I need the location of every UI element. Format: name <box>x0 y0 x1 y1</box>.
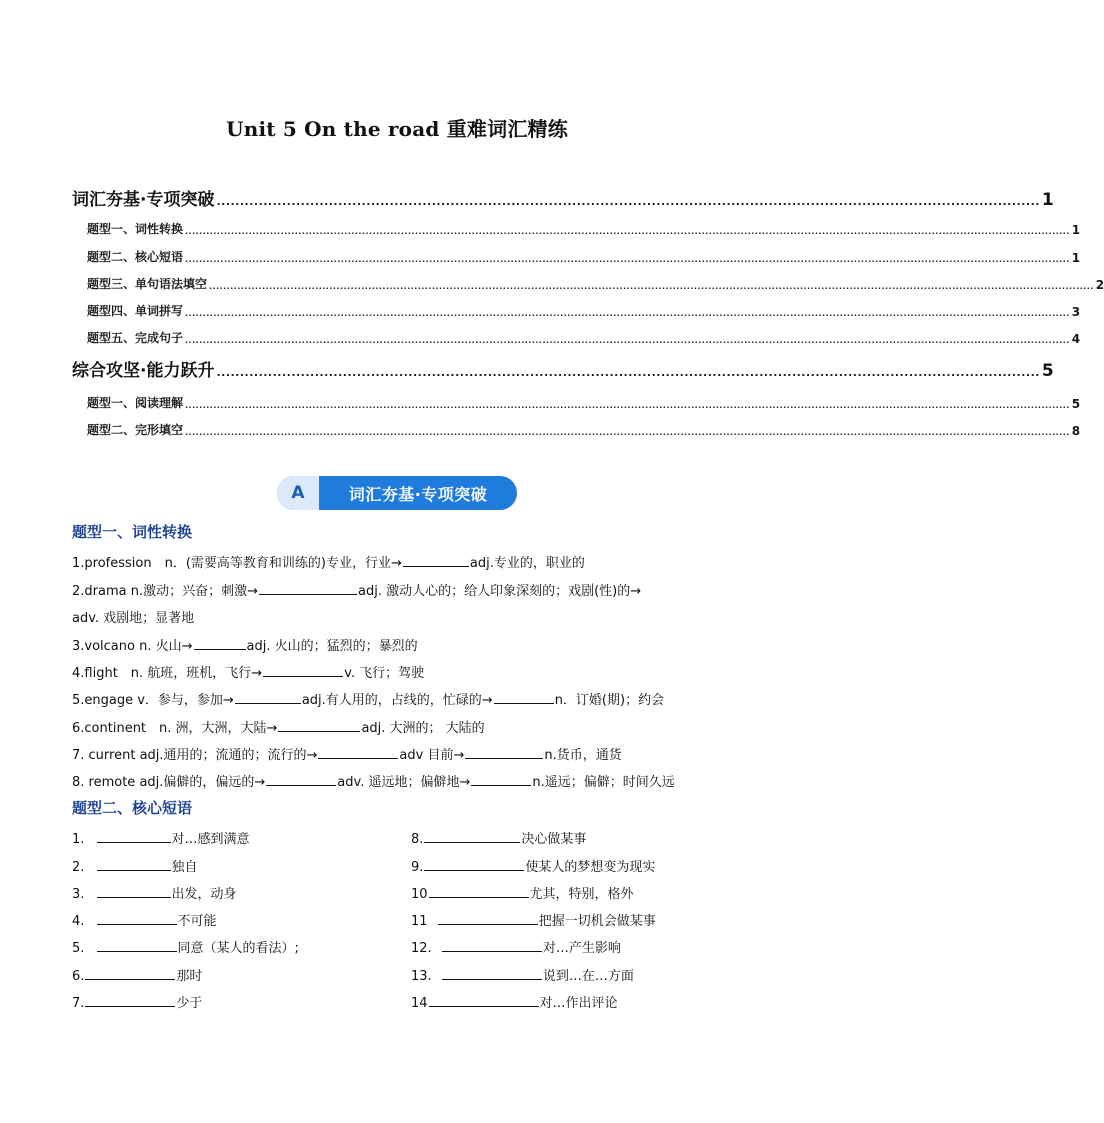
banner-title: 词汇夯基·专项突破 <box>348 484 488 504</box>
line-text: n.遥远；偏僻；时间久远 <box>532 775 675 790</box>
toc-page: 1 <box>1071 251 1081 265</box>
answer-blank[interactable] <box>263 663 343 677</box>
line-text: 4.flight n. 航班，班机，飞行→ <box>72 666 263 681</box>
answer-blank[interactable] <box>471 772 531 786</box>
toc-leader: .......................................................................................................................................................................................................................................................... <box>185 336 1070 345</box>
line-text: adv. 遥远地；偏僻地→ <box>337 775 471 790</box>
section-heading-2: 题型二、核心短语 <box>72 799 193 817</box>
answer-blank[interactable] <box>266 772 336 786</box>
item-number: 9. <box>411 860 424 875</box>
toc-entry-sub[interactable] <box>87 302 1081 319</box>
toc-page: 1 <box>1071 223 1081 237</box>
toc-label: 题型一、阅读理解 <box>87 396 184 410</box>
toc-entry-sub[interactable] <box>87 275 1104 292</box>
toc-leader: .......................................................................................................................................................................................................................................................... <box>185 255 1070 264</box>
item-number: 5. <box>72 941 85 956</box>
toc-page: 1 <box>1041 190 1054 210</box>
toc-entry-sub[interactable] <box>87 394 1081 411</box>
answer-blank[interactable] <box>465 745 543 759</box>
answer-blank[interactable] <box>97 857 171 871</box>
item-number: 11 <box>411 914 428 929</box>
phrase-item <box>411 965 634 984</box>
toc-label: 题型二、完形填空 <box>87 423 184 437</box>
phrase-item <box>411 856 655 875</box>
answer-blank[interactable] <box>318 745 398 759</box>
item-number: 13. <box>411 969 432 984</box>
phrase-item <box>72 828 250 847</box>
phrase-item <box>72 856 198 875</box>
section-banner <box>277 476 517 510</box>
item-number: 12. <box>411 941 432 956</box>
phrase-item <box>72 910 217 929</box>
exercise-line <box>72 607 194 626</box>
toc-label: 题型三、单句语法填空 <box>87 277 208 291</box>
answer-blank[interactable] <box>235 690 301 704</box>
line-text: 2.drama n.激动；兴奋；刺激→ <box>72 584 258 599</box>
toc-page: 3 <box>1071 305 1081 319</box>
toc-page: 8 <box>1071 424 1081 438</box>
section-heading-1: 题型一、词性转换 <box>72 523 193 541</box>
toc-entry-sub[interactable] <box>87 220 1081 237</box>
answer-blank[interactable] <box>429 884 529 898</box>
toc-page: 5 <box>1071 397 1081 411</box>
phrase-item <box>411 910 656 929</box>
item-number: 10 <box>411 887 428 902</box>
answer-blank[interactable] <box>442 966 542 980</box>
line-text: v. 飞行；驾驶 <box>344 666 425 681</box>
item-number: 7. <box>72 996 85 1011</box>
toc-leader: .......................................................................................................................................................................................................................................................... <box>185 401 1070 410</box>
exercise-line <box>72 744 622 763</box>
answer-blank[interactable] <box>97 884 171 898</box>
line-text: 7. current adj.通用的；流通的；流行的→ <box>72 748 318 763</box>
item-text: 少于 <box>176 996 203 1011</box>
phrase-item <box>72 937 299 956</box>
line-text: adj.专业的，职业的 <box>469 556 585 571</box>
toc-leader: ................................................................................................................................................................................ <box>216 195 1040 208</box>
toc-leader: .......................................................................................................................................................................................................................................................... <box>209 282 1094 291</box>
line-text: 6.continent n. 洲，大洲，大陆→ <box>72 721 278 736</box>
answer-blank[interactable] <box>259 581 357 595</box>
answer-blank[interactable] <box>424 829 520 843</box>
toc-label: 题型四、单词拼写 <box>87 304 184 318</box>
toc-entry-main-1[interactable] <box>72 185 1054 210</box>
exercise-line <box>72 662 424 681</box>
toc-entry-sub[interactable] <box>87 329 1081 346</box>
phrase-item <box>411 883 634 902</box>
line-text: 3.volcano n. 火山→ <box>72 639 193 654</box>
toc-label: 综合攻坚·能力跃升 <box>72 361 215 381</box>
item-text: 出发，动身 <box>171 887 237 902</box>
answer-blank[interactable] <box>494 690 554 704</box>
item-text: 对…产生影响 <box>542 941 621 956</box>
item-text: 对…作出评论 <box>539 996 618 1011</box>
line-text: adj.有人用的，占线的，忙碌的→ <box>301 693 493 708</box>
item-text: 把握一切机会做某事 <box>538 914 656 929</box>
phrase-item <box>411 937 621 956</box>
answer-blank[interactable] <box>278 718 360 732</box>
toc-leader: .......................................................................................................................................................................................................................................................... <box>185 428 1070 437</box>
page-title: Unit 5 On the road 重难词汇精练 <box>226 117 568 141</box>
phrase-item <box>411 992 618 1011</box>
item-text: 尤其，特别，格外 <box>529 887 634 902</box>
item-text: 对…感到满意 <box>171 832 250 847</box>
item-number: 8. <box>411 832 424 847</box>
line-text: 8. remote adj.偏僻的，偏远的→ <box>72 775 266 790</box>
line-text: adj. 火山的；猛烈的；暴烈的 <box>246 639 418 654</box>
banner-letter: A <box>277 476 319 510</box>
exercise-line <box>72 552 585 571</box>
toc-leader: .......................................................................................................................................................................................................................................................... <box>185 309 1070 318</box>
toc-label: 题型一、词性转换 <box>87 222 184 236</box>
item-text: 同意（某人的看法）; <box>177 941 299 956</box>
item-number: 14 <box>411 996 428 1011</box>
toc-entry-sub[interactable] <box>87 248 1081 265</box>
item-number: 1. <box>72 832 85 847</box>
line-text: adv. 戏剧地；显著地 <box>72 611 195 626</box>
item-number: 6. <box>72 969 85 984</box>
toc-page: 2 <box>1095 278 1104 292</box>
answer-blank[interactable] <box>429 993 539 1007</box>
item-text: 不可能 <box>177 914 217 929</box>
line-text: adj. 大洲的； 大陆的 <box>361 721 485 736</box>
phrase-item <box>72 883 237 902</box>
answer-blank[interactable] <box>97 938 177 952</box>
phrase-item <box>72 965 202 984</box>
item-text: 决心做某事 <box>521 832 587 847</box>
answer-blank[interactable] <box>438 911 538 925</box>
phrase-item <box>72 992 202 1011</box>
answer-blank[interactable] <box>194 636 246 650</box>
toc-label: 题型五、完成句子 <box>87 331 184 345</box>
item-number: 3. <box>72 887 85 902</box>
toc-entry-main-2[interactable] <box>72 356 1054 381</box>
line-text: n.货币，通货 <box>544 748 622 763</box>
toc-leader: ................................................................................................................................................................................ <box>216 366 1040 379</box>
line-text: 1.profession n．(需要高等教育和训练的)专业，行业→ <box>72 556 402 571</box>
toc-label: 题型二、核心短语 <box>87 250 184 264</box>
exercise-line <box>72 771 675 790</box>
line-text: 5.engage v．参与，参加→ <box>72 693 234 708</box>
line-text: n．订婚(期)；约会 <box>554 693 665 708</box>
item-text: 说到…在…方面 <box>542 969 634 984</box>
toc-page: 4 <box>1071 332 1081 346</box>
exercise-line <box>72 717 485 736</box>
answer-blank[interactable] <box>424 857 524 871</box>
toc-entry-sub[interactable] <box>87 421 1081 438</box>
line-text: adj. 激动人心的；给人印象深刻的；戏剧(性)的→ <box>358 584 642 599</box>
item-text: 那时 <box>176 969 203 984</box>
toc-leader: .......................................................................................................................................................................................................................................................... <box>185 227 1070 236</box>
answer-blank[interactable] <box>97 829 171 843</box>
item-text: 使某人的梦想变为现实 <box>525 860 656 875</box>
item-number: 4. <box>72 914 85 929</box>
answer-blank[interactable] <box>97 911 177 925</box>
phrase-item <box>411 828 586 847</box>
item-number: 2. <box>72 860 85 875</box>
answer-blank[interactable] <box>85 966 175 980</box>
answer-blank[interactable] <box>403 553 469 567</box>
exercise-line <box>72 635 418 654</box>
toc-label: 词汇夯基·专项突破 <box>72 190 215 210</box>
item-text: 独自 <box>171 860 198 875</box>
answer-blank[interactable] <box>85 993 175 1007</box>
line-text: adv 目前→ <box>399 748 465 763</box>
answer-blank[interactable] <box>442 938 542 952</box>
exercise-line <box>72 580 641 599</box>
toc-page: 5 <box>1041 361 1054 381</box>
exercise-line <box>72 689 664 708</box>
